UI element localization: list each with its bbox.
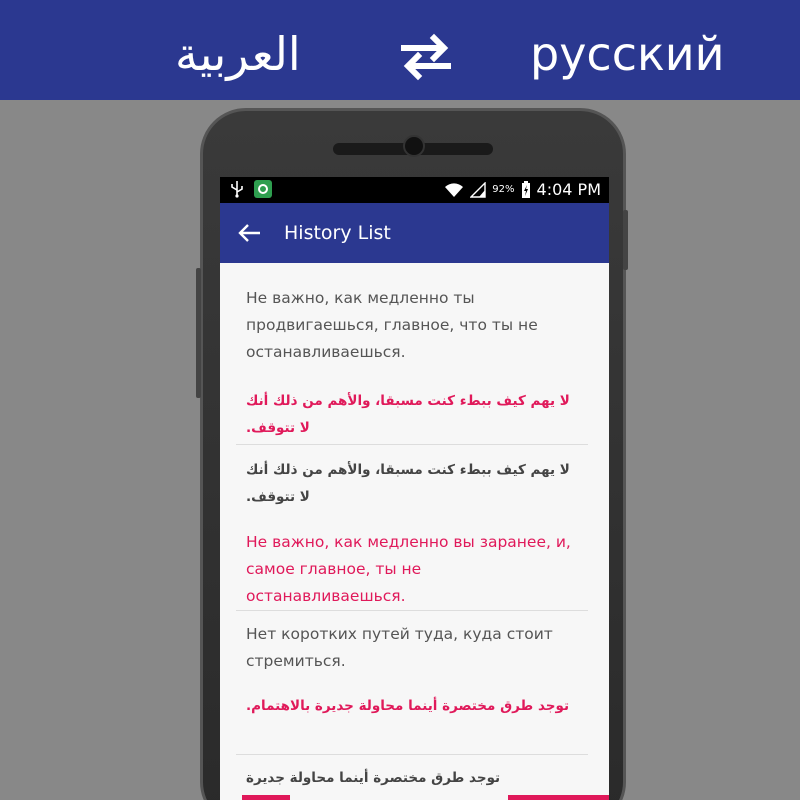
app-notification-icon <box>254 180 272 198</box>
history-item[interactable] <box>236 263 588 445</box>
history-source-text: لا يهم كيف ببطء كنت مسبقا، والأهم من ذلك أنك لا تتوقف. <box>246 462 570 505</box>
signal-icon <box>470 182 486 198</box>
phone-power-button <box>623 210 628 270</box>
phone-screen <box>220 177 609 800</box>
history-item[interactable] <box>236 445 588 611</box>
battery-charging-icon <box>521 181 531 199</box>
phone-side-button <box>196 268 201 398</box>
arrow-back-icon[interactable] <box>236 219 264 247</box>
history-item[interactable] <box>236 755 588 800</box>
history-source-text: Не важно, как медленно ты продвигаешься, главное, что ты не останавливаешься. <box>246 289 538 361</box>
history-list <box>236 263 588 800</box>
target-language-label[interactable]: русский <box>530 27 725 81</box>
bottom-accent-bar <box>508 795 609 800</box>
app-toolbar <box>220 203 609 263</box>
page-title: History List <box>284 222 391 244</box>
status-bar <box>220 177 609 203</box>
phone-camera <box>403 135 425 157</box>
swap-arrows-icon[interactable] <box>396 26 456 86</box>
history-translation-text: توجد طرق مختصرة أينما محاولة جديرة بالاهتمام. <box>246 698 570 714</box>
status-clock: 4:04 PM <box>536 180 601 199</box>
history-translation-text: Не важно, как медленно вы заранее, и, самое главное, ты не останавливаешься. <box>246 533 571 605</box>
history-translation-text: لا يهم كيف ببطء كنت مسبقا، والأهم من ذلك أنك لا تتوقف. <box>246 393 570 436</box>
bottom-accent-bar <box>242 795 290 800</box>
source-language-label[interactable]: العربية <box>175 27 301 81</box>
usb-icon <box>230 180 244 198</box>
history-source-text: Нет коротких путей туда, куда стоит стремиться. <box>246 625 553 670</box>
history-source-text: توجد طرق مختصرة أينما محاولة جديرة <box>246 770 501 786</box>
language-banner <box>0 0 800 100</box>
history-item[interactable] <box>236 611 588 755</box>
wifi-icon <box>444 181 464 199</box>
battery-percent: 92% <box>492 184 515 195</box>
